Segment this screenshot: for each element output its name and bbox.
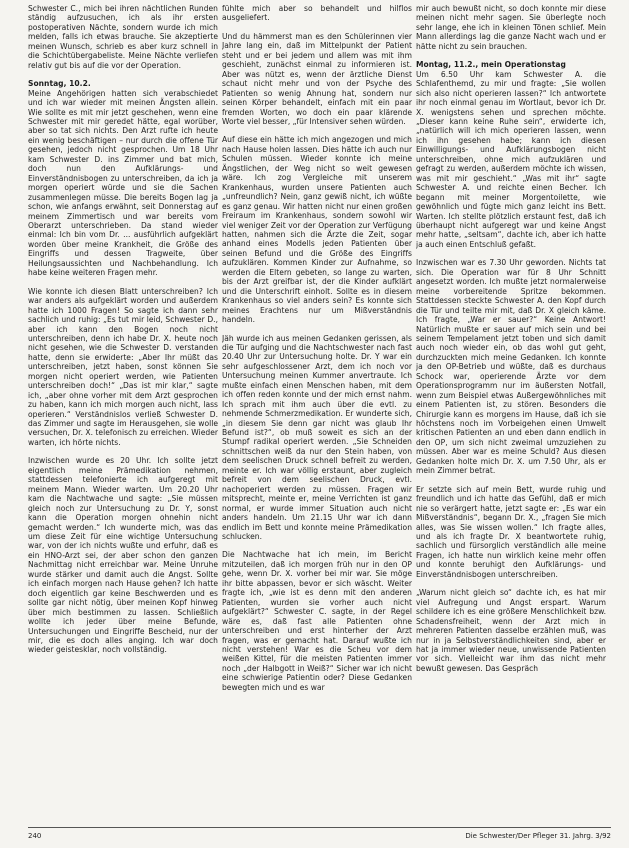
page-footer bbox=[28, 827, 611, 842]
paragraph: Auf diese ein hätte ich mich angezogen und mich nach Hause holen lassen. Dies hätte ich auch nur Schulen müssen. Wieder konnte ich meine Ängstlichen, der Weg nicht so weit gewesen wäre. Ich zog Vergleiche mit unserem Krankenhaus, wurden unsere Patienten auch „unfreundlich? Nein, ganz gewiß nicht, ich wüßte es ganz genau. Wir hatten nicht nur einen großen Freiraum im Krankenhaus, sondern sowohl wir viel weniger Zeit vor der Operation zur Verfügung hatten, nahmen sich die Ärzte die Zeit, sogar anhand eines Modells jeden Patienten über seinen Befund und die Größe des Eingriffs aufzuklären. Kommen Kinder zur Aufnahme, so werden die Eltern gebeten, so lange zu warten, bis der Arzt greifbar ist, der die Kinder aufklärt und die Unterschrift einholt. Sollte es in diesem Krankenhaus so viel anders sein? Es konnte sich meines Erachtens nur um Mißverständnis handeln. bbox=[222, 135, 412, 325]
paragraph: Inzwischen wurde es 20 Uhr. Ich sollte jetzt eigentlich meine Prämedikation nehmen, stattdessen telefonierte ich aufgeregt mit meinem Mann. Wieder warten. Um 20.20 Uhr kam die Nachtwache und sagte: „Sie müssen gleich noch zur Untersuchung zu Dr. Y, sonst kann die Operation morgen ohnehin nicht gemacht werden.“ Ich wunderte mich, was das um diese Zeit für eine wichtige Untersuchung war, von der ich nichts wußte und erfuhr, daß es ein HNO-Arzt sei, der aber schon den ganzen Nachmittag nicht erreichbar war. Meine Unruhe wurde stärker und damit auch die Angst. Sollte ich einfach morgen nach Hause gehen? Ich hatte doch eigentlich gar keine Beschwerden und es sollte gar nicht nötig, über meinen Kopf hinweg über mich bestimmen zu lassen. Schließlich wollte ich jeder über meine Befunde, Untersuchungen und Eingriffe Bescheid, nur der mir, die es doch alles anging. Ich war doch wieder geistesklar, noch vollständig. bbox=[28, 456, 218, 655]
page-number: 240 bbox=[28, 832, 42, 840]
paragraph: Um 6.50 Uhr kam Schwester A. die Schlafenthemd, zu mir und fragte: „Sie wollen sich also nicht operieren lassen?“ Ich antwortete ihr noch einmal genau im Wortlaut, bevor ich Dr. X. wenigstens sehen und sprechen möchte. „Dieser kann keine Ruhe sein“, erwiderte ich, „natürlich will ich mich operieren lassen, wenn ich ihn gesehen habe; kann ich diesen Einwilligungs- und Aufklärungsbogen nicht unterschreiben, ohne mich aufzuklären und gefragt zu werden, außerdem möchte ich wissen, was mit mir geschieht.“ „Was mit ihr“ sagte Schwester A. und reichte einen Becher. Ich begann mit meiner Morgentoilette, wie gewöhnlich und fügte mich ganz leicht ins Bett. Warten. Ich stellte plötzlich erstaunt fest, daß ich überhaupt nicht aufgeregt war und keine Angst mehr hatte, „seltsam“, dachte ich, aber ich hatte ja auch einen Entschluß gefaßt. bbox=[416, 69, 606, 249]
paragraph: Die Nachtwache hat ich mein, im Bericht mitzuteilen, daß ich morgen früh nur in den OP gehe, wenn Dr. X. vorher bei mir war. Sie möge ihr bitte abpassen, bevor er sich wäscht. Weiter fragte ich, „wie ist es denn mit den anderen Patienten, wurden sie vorher auch nicht aufgeklärt?“ Schwester C. sagte, in der Regel wäre es, daß fast alle Patienten ohne unterschreiben und erst hinterher der Arzt fragen, was er gemacht hat. Darauf wußte ich nicht verstehen! War es die Scheu vor dem weißen Kittel, für die meisten Patienten immer noch „der Halbgott in Weiß?“ Sicher war ich nicht eine schwierige Patientin oder? Diese Gedanken bewegten mich und es war bbox=[222, 550, 412, 692]
paragraph: Schwester C., mich bei ihren nächtlichen Runden ständig aufzusuchen, ich als ihr ersten postoperativen Nächte, sondern wurde ich mich melden, falls ich etwas brauche. Sie akzeptierte meinen Wunsch, schrieb es aber kurz schnell in die Schichtübergabeliste. Meine Nächte verliefen relativ gut bis auf die vor der Operation. bbox=[28, 4, 218, 70]
paragraph: fühlte mich aber so behandelt und hilflos ausgeliefert. bbox=[222, 4, 412, 23]
paragraph: Jäh wurde ich aus meinen Gedanken gerissen, als die Tür aufging und die Nachtschwester nach fast 20.40 Uhr zur Untersuchung holte. Dr. Y war ein sehr aufgeschlossener Arzt, dem ich noch vor Untersuchung meinen Kummer anvertraute. Ich mußte einfach einen Menschen haben, mit dem ich offen reden konnte und der mich ernst nahm. Ich sprach mit ihm auch über die evtl. zu nehmende Schmerzmedikation. Er wunderte sich, „in diesem Sie denn gar nicht was glaub Ihr Befund ist?“, ob muß soweit es sich an der Stumpf radikal operiert werden. „Sie Schneiden schnittschen weiß da nur den Stein haben, von dem seelischen Druck schnell befreit zu werden, meinte er. Ich war völlig erstaunt, aber zugleich befreit von dem seelischen Druck, evtl. nachoperiert werden zu müssen. Fragen wir mitsprecht, meinte er, meine Verrichten ist ganz normal, er wurde immer Situation auch nicht anders handeln. Um 21.15 Uhr war ich dann endlich im Bett und konnte meine Prämedikation schlucken. bbox=[222, 333, 412, 542]
paragraph: Er setzte sich auf mein Bett, wurde ruhig und freundlich und ich hatte das Gefühl, daß er mich nie so verärgert hatte, jetzt sagte er: „Es war ein Mißverständnis“, begann Dr. X., „fragen Sie mich alles, was Sie wissen wollen.“ Ich fragte alles, und als ich fragte Dr. X beantwortete ruhig, sachlich und fürsorglich verständlich alle meine Fragen, ich hatte nun wirklich keine mehr offen und konnte beruhigt den Aufklärungs- und Einverständnisbogen unterschreiben. bbox=[416, 484, 606, 579]
journal-source: Die Schwester/Der Pfleger 31. Jahrg. 3/92 bbox=[465, 832, 611, 840]
section-heading: Montag, 11.2., mein Operationstag bbox=[416, 60, 566, 70]
paragraph: „Warum nicht gleich so“ dachte ich, es hat mir viel Aufregung und Angst erspart. Warum schildere ich es eine größere Menschlichkeit bzw. Schadensfreiheit, wenn der Arzt mich in mehreren Patienten dasselbe erzählen muß, was nur in ja Selbstverständlichkeiten sind, aber er hat ja immer wieder neue, unwissende Patienten vor sich. Vielleicht war ihm das nicht mehr bewußt gewesen. Das Gespräch bbox=[416, 588, 606, 673]
paragraph: Und du hämmerst man es den Schülerinnen vier Jahre lang ein, daß im Mittelpunkt der Patient steht und er bei jedem und allem was mit ihm geschieht, zunächst einmal zu informieren ist. Aber was nützt es, wenn der ärztliche Dienst schaut nicht mehr und von der Psyche des Patienten so wenig Ahnung hat, sondern nur seinen Körper behandelt, einfach mit ein paar fremden Worten, wo doch ein paar klärende Worte viel besser, „für Intensiver sehen würden. bbox=[222, 31, 412, 126]
section-heading: Sonntag, 10.2. bbox=[28, 79, 91, 89]
paragraph: mir auch bewußt nicht, so doch konnte mir diese meinen nicht mehr sagen. Sie überlegte noch sehr lange, ehe ich in kleinen Tönen schlief. Mein Mann allerdings lag die ganze Nacht wach und er hätte nicht zu sein brauchen. bbox=[416, 4, 606, 51]
column-2 bbox=[222, 4, 412, 822]
article-columns bbox=[28, 4, 606, 822]
column-3 bbox=[416, 4, 606, 822]
paragraph: Meine Angehörigen hatten sich verabschiedet und ich war wieder mit meinen Ängsten allein. Wie sollte es mit mir jetzt geschehen, wenn eine Schwester mit mir geredet hätte, egal worüber, aber so tat sich nichts. Den Arzt rufte ich heute ein wenig beschäftigen – nur durch die offene Tür gesehen, jedoch nicht gesprochen. Um 18 Uhr kam Schwester D. ins Zimmer und bat mich, doch nun den Aufklärungs- und Einverständnisbogen zu unterschreiben, da ich ja morgen operiert würde und sie die Sachen zusammenlegen müsse. Die bereits Bogen lag ja schon, wie anfangs erwähnt, seit Donnerstag auf meinem Zimmertisch und war bereits vom Oberarzt unterschrieben. Da stand wieder einmal: Ich bin vom Dr. ... ausführlich aufgeklärt worden über meine Krankheit, die Größe des Eingriffs und dessen Tragweite, über Heilungsaussichten und Nachbehandlung. Ich habe keine weiteren Fragen mehr. bbox=[28, 88, 218, 278]
paragraph: Wie konnte ich diesen Blatt unterschreiben? Ich war anders als aufgeklärt worden und außerdem hatte ich 1000 Fragen! So sagte ich dann sehr sachlich und ruhig: „Es tut mir leid, Schwester D., aber ich kann den Bogen noch nicht unterschreiben, denn ich habe Dr. X. heute noch nicht gesehen, wie die Schwester D. verstanden hatte, denn sie erwiderte: „Aber Ihr müßt das unterschreiben, jetzt haben, sonst können Sie morgen nicht operiert werden, wie Patienten unterschreiben doch!“ „Das ist mir klar,“ sagte ich, „aber ohne vorher mit dem Arzt gesprochen zu haben, kann ich mich morgen auch nicht, lass operieren.“ Verständnislos verließ Schwester D. das Zimmer und sagte im Herausgehen, sie wolle versuchen, Dr. X. telefonisch zu erreichen. Wieder warten, ich hörte nichts. bbox=[28, 286, 218, 447]
column-1 bbox=[28, 4, 218, 822]
paragraph: Inzwischen war es 7.30 Uhr geworden. Nichts tat sich. Die Operation war für 8 Uhr Schnitt angesetzt worden. Ich mußte jetzt normalerweise meine vorbereitende Spritze bekommen. Stattdessen steckte Schwester A. den Kopf durch die Tür und teilte mir mit, daß Dr. X gleich käme. Ich fragte, „War er sauer?“ Keine Antwort! Natürlich mußte er sauer auf mich sein und bei seinem Tempelament jetzt toben und sich damit auch noch wieder ein, ob das wohl gut geht, durchzuckten mich meine Gedanken. Ich konnte ja den OP-Betrieb und wüßte, daß es durchaus Schock war, operierende Ärzte vor dem Operationsprogramm nur im äußersten Notfall, wenn zum Beispiel etwas Außergewöhnliches mit einem Patienten ist, zu stören. Besonders die Chirurgie kann es morgens im Hause, daß ich sie höchstens noch im Vorbeigehen einen Umwelt kritischen Patienten an und eben dann endlich in den OP, um sich nicht zweimal umzuziehen zu müssen. Aber war es meine Schuld? Aus diesen Gedanken holte mich Dr. X. um 7.50 Uhr, als er mein Zimmer betrat. bbox=[416, 258, 606, 476]
